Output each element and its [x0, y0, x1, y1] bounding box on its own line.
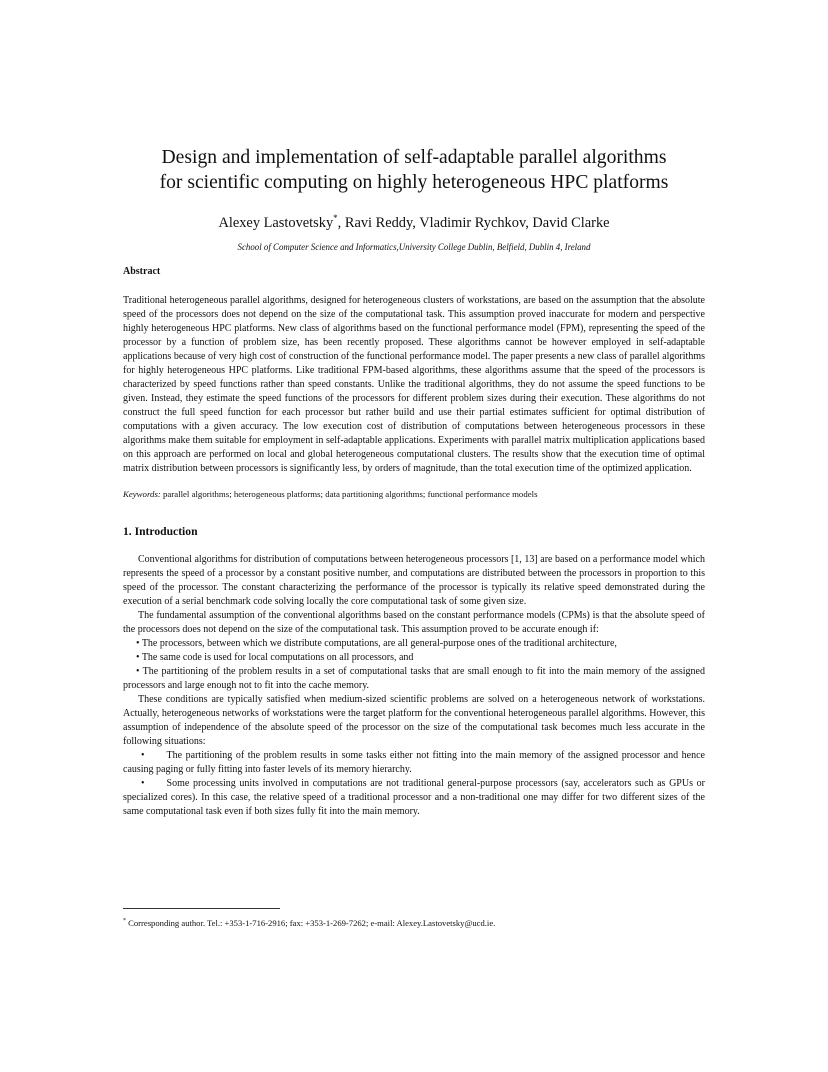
- paper-title: [123, 145, 705, 195]
- bullet-item: [123, 749, 705, 777]
- other-authors: , Ravi Reddy, Vladimir Rychkov, David Clarke: [337, 214, 610, 231]
- corresponding-author-mark: *: [333, 213, 338, 223]
- bullet-text: Some processing units involved in computations are not traditional general-purpose processors (say, accelerators such as GPUs or specialized cores). In this case, the relative speed of a traditional processor and a non-traditional one may differ for two different sizes of the same computational task even if both sizes fully fit into the main memory.: [123, 777, 705, 817]
- footnote: [123, 915, 495, 929]
- first-author: Alexey Lastovetsky: [218, 214, 334, 231]
- bullet-mark: •: [141, 749, 145, 761]
- footnote-text: Corresponding author. Tel.: +353-1-716-2916; fax: +353-1-269-7262; e-mail: Alexey.Lastovetsky@ucd.ie.: [126, 917, 496, 928]
- keywords-label: Keywords:: [123, 488, 161, 499]
- bullet-item: • The partitioning of the problem results in a set of computational tasks that are small enough to fit into the main memory of the assigned processors and large enough not to fit into the cache memory.: [123, 665, 705, 691]
- keywords-text: parallel algorithms; heterogeneous platforms; data partitioning algorithms; functional performance models: [160, 488, 538, 499]
- bullet-item: [123, 777, 705, 819]
- affiliation: School of Computer Science and Informatics,University College Dublin, Belfield, Dublin 4, Ireland: [237, 241, 591, 252]
- section-heading-introduction: 1. Introduction: [123, 524, 198, 538]
- footnote-divider: [123, 908, 280, 909]
- title-line-1: Design and implementation of self-adaptable parallel algorithms: [161, 147, 667, 168]
- bullet-item: • The processors, between which we distribute computations, are all general-purpose ones of the traditional architecture,: [136, 637, 617, 649]
- author-list: [123, 209, 705, 232]
- paragraph: These conditions are typically satisfied when medium-sized scientific problems are solved on a heterogeneous network of workstations. Actually, heterogeneous networks of workstations were the target platform for the conventional heterogeneous parallel algorithms. However, this assumption of independence of the absolute speed of the processor on the size of the computational task becomes much less accurate in the following situations:: [123, 693, 705, 747]
- abstract-text: Traditional heterogeneous parallel algorithms, designed for heterogeneous clusters of workstations, are based on the assumption that the absolute speed of the processors does not depend on the size of the computational task. This assumption proved inaccurate for modern and perspective highly heterogeneous HPC platforms. New class of algorithms based on the functional performance model (FPM), representing the speed of the processor by a function of problem size, has been recently proposed. These algorithms cannot be however employed in self-adaptable applications because of very high cost of construction of the functional performance model. The paper presents a new class of parallel algorithms for highly heterogeneous HPC platforms. Like traditional FPM-based algorithms, these algorithms assume that the speed of the processors is characterized by speed functions rather than speed constants. Unlike the traditional algorithms, they do not assume the speed functions to be given. Instead, they estimate the speed functions of the processors for different problem sizes during their execution. These algorithms do not construct the full speed function for each processor but rather build and use their partial estimates sufficient for optimal distribution of computations with a given accuracy. The low execution cost of distribution of computations between heterogeneous processors in these algorithms make them suitable for employment in self-adaptable applications. Experiments with parallel matrix multiplication applications based on this approach are performed on local and global heterogeneous computational clusters. The results show that the execution time of optimal matrix distribution between processors is significantly less, by orders of magnitude, than the total execution time of the optimized application.: [123, 294, 705, 474]
- paper-page: [123, 145, 705, 819]
- paragraph: The fundamental assumption of the conventional algorithms based on the constant performance models (CPMs) is that the absolute speed of the processors does not depend on the size of the computational task. This assumption proved to be accurate enough if:: [123, 609, 705, 635]
- abstract-heading: Abstract: [123, 265, 161, 277]
- bullet-item: • The same code is used for local computations on all processors, and: [136, 651, 414, 663]
- bullet-mark: •: [141, 777, 145, 789]
- footnote-mark: *: [123, 918, 126, 924]
- title-line-2: for scientific computing on highly heterogeneous HPC platforms: [159, 172, 669, 193]
- keywords: [123, 489, 705, 499]
- bullet-text: The partitioning of the problem results in some tasks either not fitting into the main memory of the assigned processor and hence causing paging or fully fitting into faster levels of its memory hierarchy.: [123, 749, 705, 775]
- paragraph: Conventional algorithms for distribution of computations between heterogeneous processors [1, 13] are based on a performance model which represents the speed of a processor by a constant positive number, and computations are distributed between the processors in proportion to this speed of the processor. The constant characterizing the performance of the processor is typically its relative speed demonstrated during the execution of a serial benchmark code solving locally the core computational task of some given size.: [123, 553, 705, 607]
